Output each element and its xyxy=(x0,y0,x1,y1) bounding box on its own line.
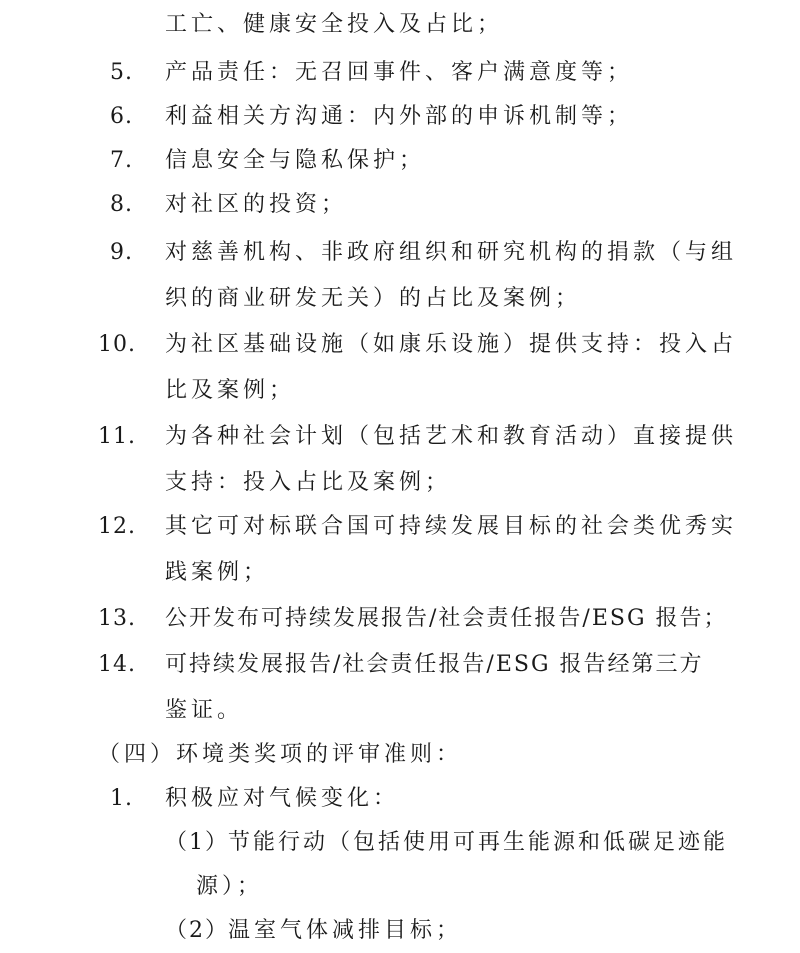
item-text: 积极应对气候变化： xyxy=(165,786,400,811)
item-text: 产品责任：无召回事件、客户满意度等； xyxy=(165,60,634,85)
item-text: 对慈善机构、非政府组织和研究机构的捐款（与组 xyxy=(165,240,738,265)
sub-item-text: 温室气体减排目标； xyxy=(228,918,463,943)
item-number: 5. xyxy=(110,60,133,85)
item-text: 可持续发展报告/社会责任报告/ESG 报告经第三方 xyxy=(165,652,704,677)
item-text: 信息安全与隐私保护； xyxy=(165,148,426,173)
item-number: 12. xyxy=(98,514,136,539)
sub-item-label: （2） xyxy=(165,918,229,943)
item-text-continued: 践案例； xyxy=(165,560,270,585)
item-number: 14. xyxy=(98,652,136,677)
item-text: 公开发布可持续发展报告/社会责任报告/ESG 报告； xyxy=(165,606,728,631)
item-text-continued: 比及案例； xyxy=(165,378,296,403)
item-text-continued: 支持：投入占比及案例； xyxy=(165,470,452,495)
sub-item-label: （1） xyxy=(165,830,229,855)
item-number: 8. xyxy=(110,192,133,217)
item-number: 6. xyxy=(110,104,133,129)
item-number: 11. xyxy=(98,424,136,449)
item-number: 13. xyxy=(98,606,136,631)
item-text: 为社区基础设施（如康乐设施）提供支持：投入占 xyxy=(165,332,738,357)
sub-item-text: 节能行动（包括使用可再生能源和低碳足迹能 xyxy=(228,830,729,855)
item-number: 1. xyxy=(110,786,133,811)
section-heading: （四）环境类奖项的评审准则： xyxy=(98,742,463,767)
item-text: 为各种社会计划（包括艺术和教育活动）直接提供 xyxy=(165,424,738,449)
item-text: 对社区的投资； xyxy=(165,192,348,217)
item-text: 利益相关方沟通：内外部的申诉机制等； xyxy=(165,104,634,129)
item-number: 10. xyxy=(98,332,136,357)
item-number: 7. xyxy=(110,148,133,173)
item-text-continued: 织的商业研发无关）的占比及案例； xyxy=(165,286,582,311)
item-number: 9. xyxy=(110,240,133,265)
item-text-continued: 鉴证。 xyxy=(165,698,244,723)
continuation-line: 工亡、健康安全投入及占比； xyxy=(165,12,504,37)
item-text: 其它可对标联合国可持续发展目标的社会类优秀实 xyxy=(165,514,738,539)
sub-item-text-continued: 源）； xyxy=(196,874,264,899)
